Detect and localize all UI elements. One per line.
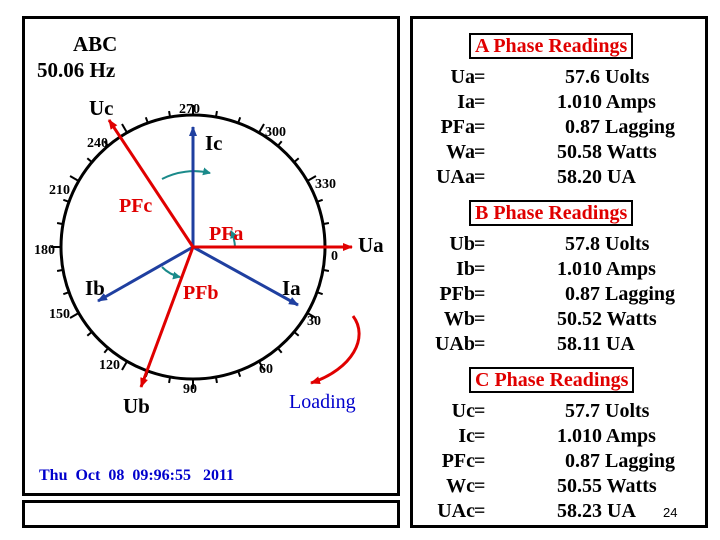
reading-equals: = — [474, 475, 486, 497]
reading-row — [413, 258, 711, 283]
uc-label: Uc — [89, 96, 114, 120]
reading-label: PFb — [439, 283, 475, 305]
reading-row — [413, 141, 711, 166]
reading-value: 1.010 Amps — [557, 91, 656, 113]
reading-value: 57.6 Uolts — [565, 66, 650, 88]
reading-equals: = — [474, 116, 486, 138]
reading-value: 1.010 Amps — [557, 258, 656, 280]
circle-tick — [259, 124, 264, 133]
reading-label: PFc — [441, 450, 475, 472]
reading-label: PFa — [440, 116, 475, 138]
circle-tick — [104, 348, 108, 353]
reading-label: Uc — [451, 400, 475, 422]
reading-equals: = — [474, 141, 486, 163]
circle-tick — [278, 141, 282, 146]
a-phase-title: A Phase Readings — [469, 33, 633, 59]
angle-label-270: 270 — [179, 102, 200, 117]
reading-value: 50.58 Watts — [557, 141, 657, 163]
ub-phasor — [141, 247, 193, 387]
reading-row — [413, 450, 711, 475]
reading-equals: = — [474, 450, 486, 472]
reading-row — [413, 308, 711, 333]
reading-label: Ib — [456, 258, 475, 280]
angle-label-300: 300 — [265, 125, 286, 140]
circle-tick — [323, 223, 329, 224]
reading-value: 0.87 Lagging — [565, 283, 676, 305]
reading-equals: = — [474, 500, 486, 522]
reading-label: Wa — [446, 141, 475, 163]
readings-panel — [410, 16, 708, 528]
reading-equals: = — [474, 333, 486, 355]
pfa-label: PFa — [209, 223, 244, 245]
pfc-angle-arc — [162, 171, 210, 179]
circle-tick — [70, 313, 79, 318]
reading-value: 50.52 Watts — [557, 308, 657, 330]
reading-equals: = — [474, 283, 486, 305]
loading-label: Loading — [289, 391, 356, 413]
ib-phasor — [98, 247, 193, 301]
angle-label-180: 180 — [34, 243, 55, 258]
reading-equals: = — [474, 233, 486, 255]
c-phase-title: C Phase Readings — [469, 367, 634, 393]
left-status-strip — [22, 500, 400, 528]
reading-equals: = — [474, 258, 486, 280]
reading-equals: = — [474, 66, 486, 88]
angle-label-120: 120 — [99, 358, 120, 373]
reading-label: Wc — [446, 475, 475, 497]
pfc-label: PFc — [119, 195, 153, 217]
pfb-angle-arc — [162, 267, 180, 277]
circle-tick — [294, 158, 299, 162]
circle-tick — [278, 348, 282, 353]
angle-label-330: 330 — [315, 177, 336, 192]
reading-row — [413, 116, 711, 141]
reading-label: Ua — [450, 66, 475, 88]
reading-value: 58.23 UA — [557, 500, 636, 522]
reading-value: 1.010 Amps — [557, 425, 656, 447]
ua-label: Ua — [358, 233, 384, 257]
reading-label: UAb — [434, 333, 475, 355]
reading-equals: = — [474, 166, 486, 188]
angle-label-210: 210 — [49, 183, 70, 198]
reading-label: Wb — [443, 308, 475, 330]
phasor-diagram-panel — [22, 16, 400, 496]
datetime-label: Thu Oct 08 09:96:55 2011 — [39, 467, 235, 484]
reading-row — [413, 425, 711, 450]
angle-label-30: 30 — [307, 314, 321, 329]
circle-tick — [294, 332, 299, 336]
reading-value: 58.11 UA — [557, 333, 635, 355]
system-label: ABC — [73, 32, 118, 56]
reading-row — [413, 400, 711, 425]
reading-equals: = — [474, 400, 486, 422]
reading-label: Ic — [458, 425, 475, 447]
ic-label: Ic — [205, 131, 223, 155]
reading-equals: = — [474, 91, 486, 113]
uc-phasor — [109, 120, 193, 247]
reading-value: 50.55 Watts — [557, 475, 657, 497]
reading-row — [413, 283, 711, 308]
circle-tick — [323, 270, 329, 271]
circle-tick — [169, 377, 170, 383]
reading-row — [413, 333, 711, 358]
reading-equals: = — [474, 308, 486, 330]
reading-value: 57.7 Uolts — [565, 400, 650, 422]
reading-label: Ub — [449, 233, 475, 255]
circle-tick — [70, 176, 79, 181]
circle-tick — [87, 158, 92, 162]
angle-label-150: 150 — [49, 307, 70, 322]
circle-tick — [87, 332, 92, 336]
circle-tick — [216, 111, 217, 117]
pfb-label: PFb — [183, 282, 219, 304]
frequency-label: 50.06 Hz — [37, 58, 116, 82]
slide-number: 24 — [663, 505, 678, 520]
circle-tick — [122, 361, 127, 370]
ia-label: Ia — [282, 276, 301, 300]
reading-row — [413, 66, 711, 91]
ib-label: Ib — [85, 276, 105, 300]
circle-tick — [122, 124, 127, 133]
reading-label: Ia — [457, 91, 475, 113]
circle-tick — [57, 270, 63, 271]
reading-value: 0.87 Lagging — [565, 116, 676, 138]
circle-tick — [57, 223, 63, 224]
reading-value: 57.8 Uolts — [565, 233, 650, 255]
angle-label-90: 90 — [183, 382, 197, 397]
reading-row — [413, 475, 711, 500]
reading-row — [413, 166, 711, 191]
phasor-diagram — [25, 19, 397, 493]
angle-label-60: 60 — [259, 362, 273, 377]
reading-equals: = — [474, 425, 486, 447]
reading-label: UAc — [437, 500, 475, 522]
b-phase-title: B Phase Readings — [469, 200, 633, 226]
reading-value: 58.20 UA — [557, 166, 636, 188]
angle-label-240: 240 — [87, 136, 108, 151]
circle-tick — [216, 377, 217, 383]
ub-label: Ub — [123, 394, 150, 418]
reading-label: UAa — [436, 166, 475, 188]
circle-tick — [169, 111, 170, 117]
reading-row — [413, 91, 711, 116]
angle-label-0: 0 — [331, 249, 338, 264]
reading-value: 0.87 Lagging — [565, 450, 676, 472]
reading-row — [413, 233, 711, 258]
